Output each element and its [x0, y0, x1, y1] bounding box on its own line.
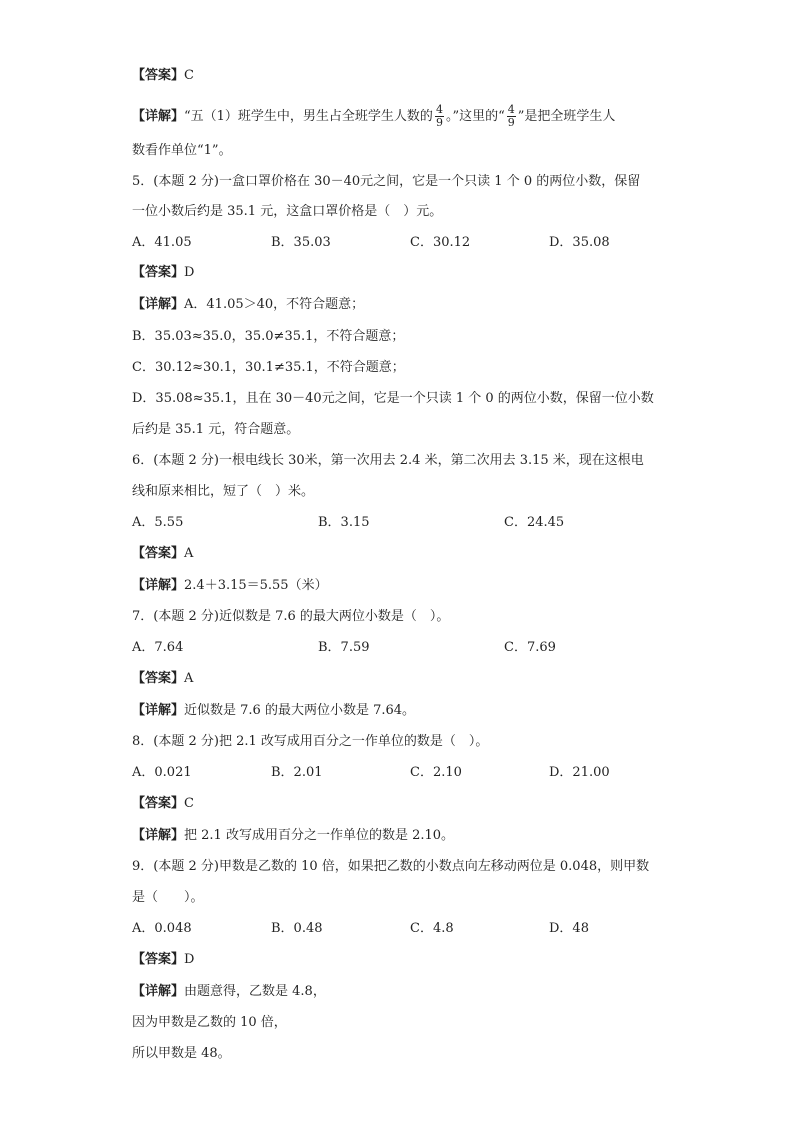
option-b: B．3.15	[318, 515, 370, 530]
detail-text: 把 2.1 改写成用百分之一作单位的数是 2.10。	[184, 828, 455, 843]
option-b: B．0.48	[271, 921, 323, 936]
question-stem: 7．(本题 2 分)近似数是 7.6 的最大两位小数是（ ）。	[132, 609, 450, 624]
q6-answer	[132, 544, 193, 564]
answer-value: C	[184, 68, 194, 83]
detail-text: ”是把全班学生人	[517, 109, 616, 124]
question-stem: 8．(本题 2 分)把 2.1 改写成用百分之一作单位的数是（ ）。	[132, 734, 489, 749]
option-row	[132, 763, 732, 783]
q7-detail	[132, 701, 415, 721]
option-c: C．4.8	[410, 921, 454, 936]
question-stem: 5．(本题 2 分)一盒口罩价格在 30－40元之间，它是一个只读 1 个 0 的两位小数，保留	[132, 174, 641, 189]
detail-text: 近似数是 7.6 的最大两位小数是 7.64。	[184, 703, 416, 718]
question-stem: 线和原来相比，短了（ ）米。	[132, 484, 315, 499]
option-b: B．35.03	[271, 235, 331, 250]
answer-value: A	[184, 671, 194, 686]
detail-label: 【详解】	[132, 703, 185, 718]
option-d: D．35.08	[549, 235, 610, 250]
answer-value: C	[184, 796, 194, 811]
q4-answer	[132, 66, 194, 86]
detail-text: “五（1）班学生中，男生占全班学生人数的	[184, 109, 433, 124]
option-b: B．7.59	[318, 640, 370, 655]
detail-label: 【详解】	[132, 109, 185, 124]
option-a: A．5.55	[132, 515, 184, 530]
fraction	[435, 104, 444, 129]
fraction-numerator: 4	[435, 103, 443, 116]
option-a: A．0.021	[132, 765, 192, 780]
answer-value: D	[184, 265, 195, 280]
option-row	[132, 233, 732, 253]
option-row	[132, 919, 732, 939]
option-d: D．48	[549, 921, 589, 936]
detail-text: 。”这里的“	[445, 109, 505, 124]
option-c: C．30.12	[410, 235, 471, 250]
q5-answer	[132, 263, 194, 283]
detail-label: 【详解】	[132, 984, 185, 999]
answer-label: 【答案】	[132, 796, 185, 811]
option-a: A．0.048	[132, 921, 192, 936]
q4-detail	[132, 104, 615, 130]
option-c: C．24.45	[504, 515, 565, 530]
answer-label: 【答案】	[132, 68, 185, 83]
detail-label: 【详解】	[132, 297, 185, 312]
detail-text: 后约是 35.1 元，符合题意。	[132, 422, 300, 437]
detail-label: 【详解】	[132, 578, 185, 593]
q9-answer	[132, 950, 194, 970]
question-stem: 一位小数后约是 35.1 元，这盒口罩价格是（ ）元。	[132, 204, 443, 219]
question-stem: 6．(本题 2 分)一根电线长 30米，第一次用去 2.4 米，第二次用去 3.15 米，现在这根电	[132, 453, 644, 468]
detail-text: D．35.08≈35.1，且在 30－40元之间，它是一个只读 1 个 0 的两位小数，保留一位小数	[132, 391, 654, 406]
q5-detail	[132, 295, 364, 315]
detail-text: C．30.12≈30.1，30.1≠35.1，不符合题意；	[132, 360, 405, 375]
fraction	[507, 104, 516, 129]
q6-detail	[132, 576, 328, 596]
option-d: D．21.00	[549, 765, 610, 780]
answer-label: 【答案】	[132, 671, 185, 686]
answer-label: 【答案】	[132, 265, 185, 280]
q8-detail	[132, 826, 454, 846]
q7-answer	[132, 669, 193, 689]
question-stem: 是（ ）。	[132, 890, 204, 905]
answer-label: 【答案】	[132, 952, 185, 967]
answer-value: D	[184, 952, 195, 967]
fraction-denominator: 9	[435, 116, 443, 129]
detail-text: A．41.05＞40，不符合题意；	[184, 297, 365, 312]
option-row	[132, 513, 732, 533]
option-c: C．2.10	[410, 765, 462, 780]
question-stem: 9．(本题 2 分)甲数是乙数的 10 倍，如果把乙数的小数点向左移动两位是 0.048，则甲数	[132, 859, 650, 874]
option-a: A．41.05	[132, 235, 192, 250]
option-b: B．2.01	[271, 765, 323, 780]
answer-label: 【答案】	[132, 546, 185, 561]
fraction-denominator: 9	[507, 116, 515, 129]
q9-detail	[132, 982, 326, 1002]
answer-value: A	[184, 546, 194, 561]
detail-text: B．35.03≈35.0，35.0≠35.1，不符合题意；	[132, 329, 405, 344]
detail-text: 由题意得，乙数是 4.8，	[184, 984, 326, 999]
detail-text: 因为甲数是乙数的 10 倍，	[132, 1015, 287, 1030]
option-c: C．7.69	[504, 640, 556, 655]
option-a: A．7.64	[132, 640, 184, 655]
detail-label: 【详解】	[132, 828, 185, 843]
detail-text: 2.4＋3.15＝5.55（米）	[184, 578, 328, 593]
q8-answer	[132, 794, 194, 814]
detail-text: 所以甲数是 48。	[132, 1046, 231, 1061]
detail-text: 数看作单位“1”。	[132, 143, 232, 158]
option-row	[132, 638, 732, 658]
fraction-numerator: 4	[507, 103, 515, 116]
